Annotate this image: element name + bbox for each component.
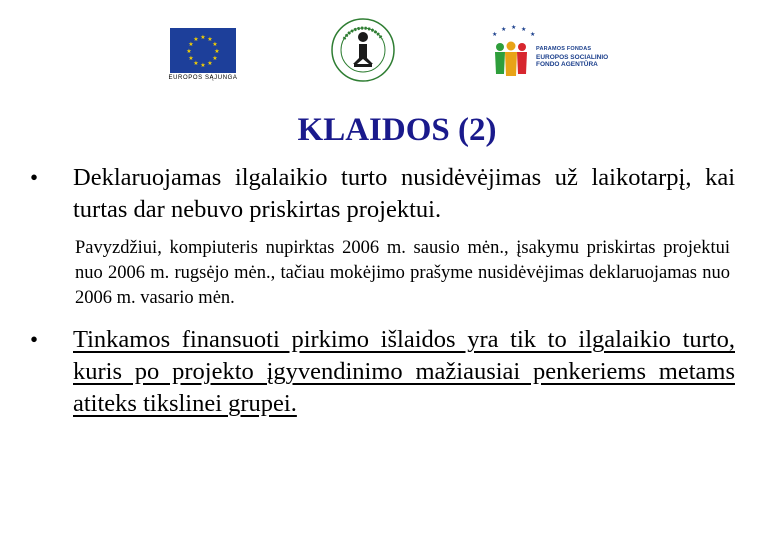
svg-text:★: ★ (188, 55, 194, 62)
eu-logo (167, 28, 237, 88)
svg-text:★: ★ (530, 31, 536, 38)
eu-caption: EUROPOS SĄJUNGA (168, 75, 238, 81)
svg-text:★: ★ (501, 26, 507, 33)
svg-text:★: ★ (207, 36, 213, 43)
svg-text:★: ★ (511, 24, 517, 31)
svg-text:★: ★ (193, 36, 199, 43)
esf-agency-logo (484, 22, 608, 88)
bullet-2: • (30, 327, 39, 352)
svg-text:★: ★ (188, 41, 194, 48)
eu-flag-icon (170, 28, 236, 73)
svg-text:★: ★ (207, 60, 213, 67)
svg-text:★: ★ (521, 26, 527, 33)
slide-title: KLAIDOS (2) (297, 112, 497, 148)
svg-text:★: ★ (212, 55, 218, 62)
esf-line3: FONDO AGENTŪRA (536, 61, 598, 68)
bullet-1: • (30, 165, 39, 190)
svg-text:★: ★ (200, 34, 206, 41)
esf-line1: PARAMOS FONDAS (536, 46, 592, 52)
eligibility-text: Tinkamos finansuoti pirkimo išlaidos yra tik to ilgalaikio turto, kuris po projekto įgyvendinimo mažiausiai penkeriems metams atiteks tikslinei grupei. (73, 326, 735, 417)
example-paragraph: Pavyzdžiui, kompiuteris nupirktas 2006 m. sausio mėn., įsakymu priskirtas projektui nuo 2006 m. rugsėjo mėn., tačiau mokėjimo prašyme nusidėvėjimas deklaruojamas nuo 2006 m. vasario mėn. (75, 238, 730, 308)
eligibility-paragraph (73, 324, 735, 420)
organization-seal-logo (330, 17, 396, 83)
esf-line2: EUROPOS SOCIALINIO (536, 54, 609, 61)
svg-text:★: ★ (214, 48, 220, 55)
svg-text:★: ★ (186, 48, 192, 55)
svg-text:★: ★ (193, 60, 199, 67)
svg-text:★: ★ (492, 31, 498, 38)
svg-text:★: ★ (200, 62, 206, 69)
svg-text:★: ★ (212, 41, 218, 48)
error-paragraph: Deklaruojamas ilgalaikio turto nusidėvėjimas už laikotarpį, kai turtas dar nebuvo priskirtas projektui. (73, 164, 735, 223)
